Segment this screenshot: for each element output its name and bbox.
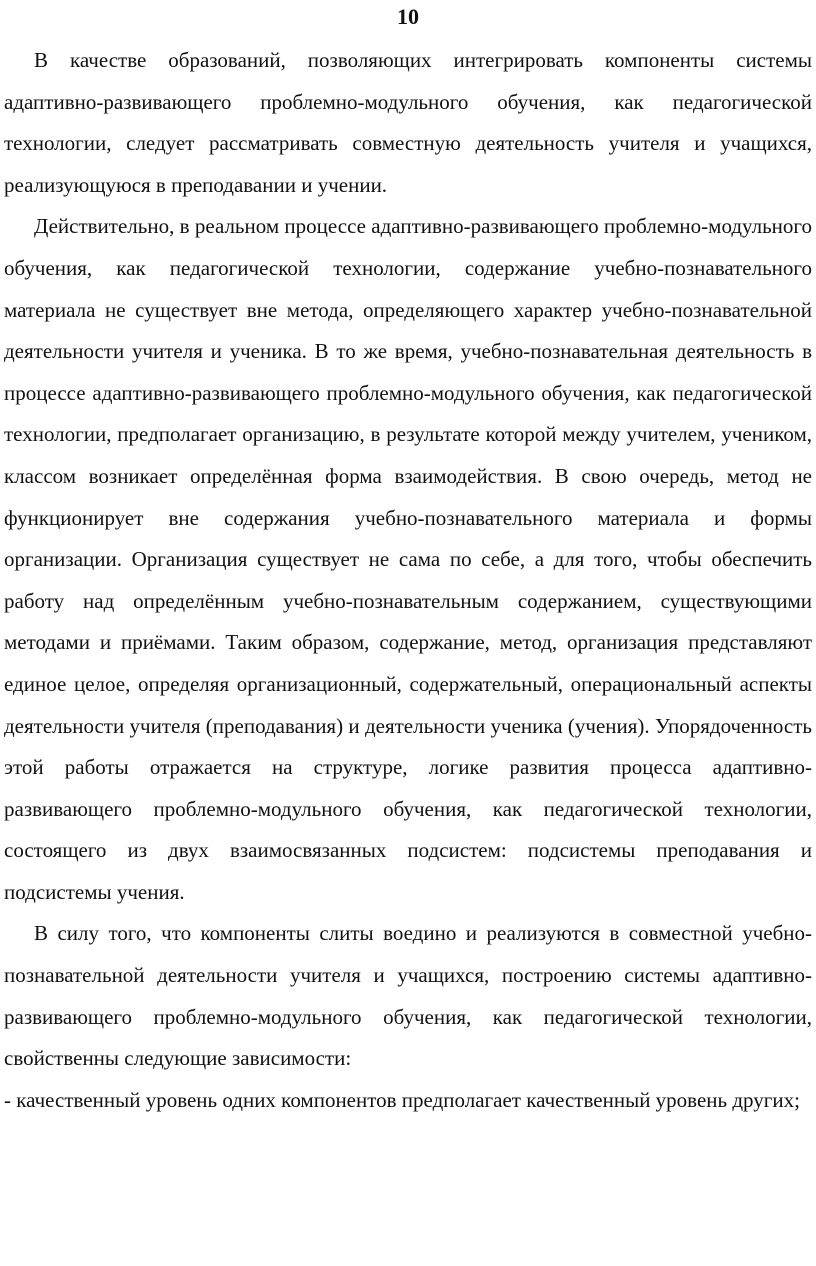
body-text: [4, 40, 812, 1121]
list-item-dependency: - качественный уровень одних компонентов предполагает качественный уровень других;: [4, 1087, 800, 1112]
paragraph-content-method-organization: Действительно, в реальном процессе адаптивно-развивающего проблемно-модульного обучения, как педагогической технологии, содержание учебно-познавательного материала не существует вне метода, определяющего характер учебно-познавательной деятельности учителя и ученика. В то же время, учебно-познавательная деятельность в процессе адаптивно-развивающего проблемно-модульного обучения, как педагогической технологии, предполагает организацию, в результате которой между учителем, учеником, классом возникает определённая форма взаимодействия. В свою очередь, метод не функционирует вне содержания учебно-познавательного материала и формы организации. Организация существует не сама по себе, а для того, чтобы обеспечить работу над определённым учебно-познавательным содержанием, существующими методами и приёмами. Таким образом, содержание, метод, организация представляют единое целое, определяя организационный, содержательный, операциональный аспекты деятельности учителя (преподавания) и деятельности ученика (учения). Упорядоченность этой работы отражается на структуре, логике развития процесса адаптивно-развивающего проблемно-модульного обучения, как педагогической технологии, состоящего из двух взаимосвязанных подсистем: подсистемы преподавания и подсистемы учения.: [4, 214, 812, 904]
paragraph-dependencies-intro: В силу того, что компоненты слиты воедино и реализуются в совместной учебно-познавательной деятельности учителя и учащихся, построению системы адаптивно-развивающего проблемно-модульного обучения, как педагогической технологии, свойственны следующие зависимости:: [4, 921, 812, 1071]
page-number: 10: [397, 4, 419, 29]
paragraph-integration: В качестве образований, позволяющих интегрировать компоненты системы адаптивно-развивающего проблемно-модульного обучения, как педагогической технологии, следует рассматривать совместную деятельность учителя и учащихся, реализующуюся в преподавании и учении.: [4, 48, 812, 197]
